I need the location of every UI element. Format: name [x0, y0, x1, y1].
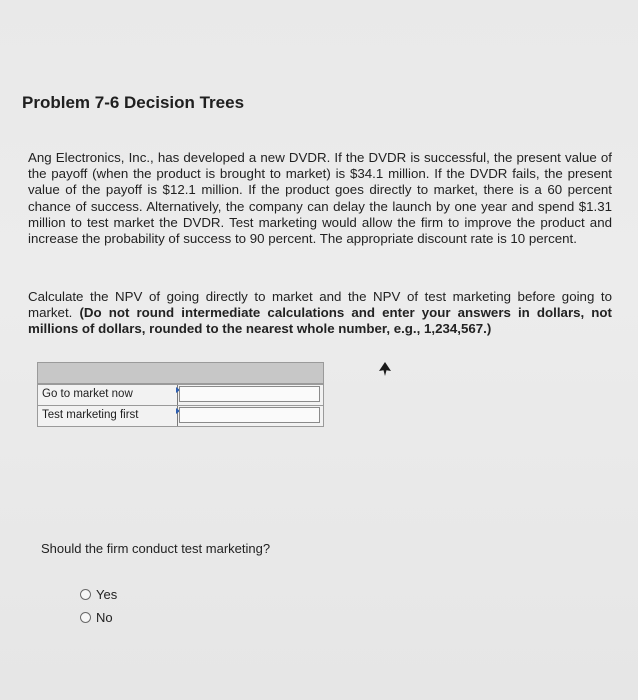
problem-description: Ang Electronics, Inc., has developed a new DVDR. If the DVDR is successful, the present value of the payoff (when the product is brought to market) is $34.1 million. If the DVDR fails, the present value of the payoff is $12.1 million. If the product goes directly to market, there is a 60 percent chance of success. Alternatively, the company can delay the launch by one year and spend $1.31 million to test market the DVDR. Test marketing would allow the firm to improve the product and increase the probability of success to 90 percent. The appropriate discount rate is 10 percent.	[28, 150, 612, 247]
row-label-test-marketing: Test marketing first	[42, 409, 139, 421]
answer-table	[37, 362, 324, 426]
test-marketing-npv-input[interactable]	[179, 407, 320, 423]
problem-title: Problem 7-6 Decision Trees	[22, 93, 245, 112]
table-row-go-to-market	[37, 384, 324, 406]
row-label-go-to-market: Go to market now	[42, 388, 133, 400]
option-yes-label: Yes	[96, 586, 118, 602]
table-row-test-marketing	[37, 405, 324, 427]
radio-yes[interactable]	[80, 589, 91, 600]
answer-table-header	[37, 362, 324, 384]
instruction-note: (Do not round intermediate calculations and enter your answers in dollars, not millions of dollars, rounded to the nearest whole number, e.g., 1,234,567.)	[28, 305, 612, 337]
test-marketing-question: Should the firm conduct test marketing?	[41, 541, 271, 556]
radio-no[interactable]	[80, 612, 91, 623]
option-no-label: No	[96, 609, 113, 625]
go-to-market-npv-input[interactable]	[179, 386, 320, 402]
instruction-text: Calculate the NPV of going directly to market and the NPV of test marketing before going to market.	[28, 289, 612, 321]
problem-instruction	[28, 289, 612, 338]
mouse-pointer-icon	[379, 362, 391, 376]
option-yes[interactable]	[80, 586, 117, 602]
option-no[interactable]	[80, 609, 113, 625]
